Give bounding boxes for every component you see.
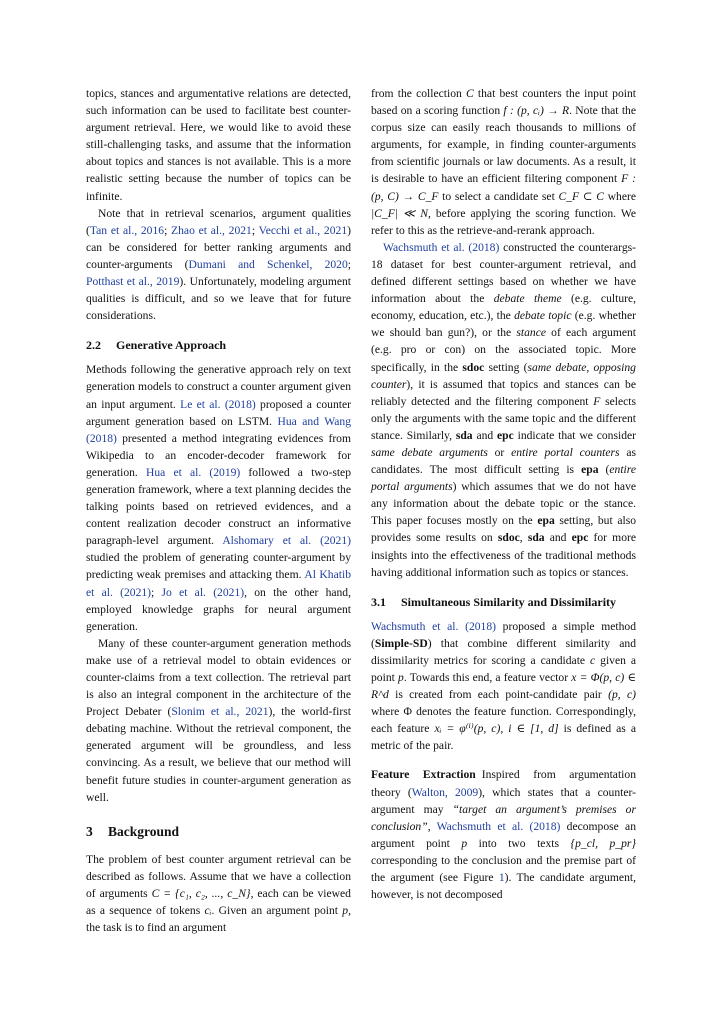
paragraph-retrieval-model	[86, 635, 351, 806]
text: or	[487, 445, 512, 459]
paragraph-generative	[86, 361, 351, 635]
text: corresponding to the conclusion and the premise part of the argument (see Figure	[371, 853, 636, 885]
section-number: 2.2	[86, 338, 101, 353]
math-expression: p	[342, 904, 349, 918]
figure-link[interactable]: 1	[498, 871, 505, 885]
citation-link[interactable]: Al Khatib et al. (2021)	[86, 568, 351, 599]
text: ). The candidate argument, however, is not decomposed	[371, 871, 636, 902]
citation-link[interactable]: Zhao et al., 2021	[171, 223, 252, 237]
text: . Towards this end, a feature vector	[403, 671, 572, 684]
citation-link[interactable]: Jo et al. (2021)	[161, 585, 245, 599]
text: ), which states that a counter-argument may	[371, 785, 636, 816]
italic-term: entire portal arguments	[371, 463, 636, 494]
section-number: 3	[86, 823, 93, 839]
citation-link[interactable]: Slonim et al., 2021	[171, 705, 269, 719]
citation-link[interactable]: Potthast et al., 2019	[86, 275, 180, 289]
text: Methods following the generative approach rely on text generation models to construct a counter argument given an input argument.	[86, 363, 351, 411]
text: Note that in retrieval scenarios, argument qualities (	[86, 206, 351, 237]
text: ), the world-first debating machine. Without the retrieval component, the generated argument will be groundless, and less convincing. As a result, we believe that our method will benefit future studies in counter-argument generation as well.	[86, 705, 352, 804]
italic-term: stance	[516, 326, 546, 340]
text: (	[598, 463, 610, 477]
text: decompose an argument point	[371, 819, 636, 850]
text: ), it is assumed that topics and stances can be reliably detected and the filtering component	[371, 377, 636, 408]
citation-link[interactable]: Alshomary et al. (2021)	[222, 534, 351, 548]
text: ;	[251, 223, 259, 237]
citation-link[interactable]: Le et al. (2018)	[180, 397, 256, 411]
math-expression: c	[590, 653, 596, 667]
text: selects only the arguments with the same topic and the different stance. Similarly,	[371, 394, 636, 442]
italic-term: debate topic	[514, 309, 572, 323]
math-expression: f : (p, cᵢ) → R	[503, 104, 570, 118]
text: Many of these counter-argument generation methods make use of a retrieval model to obtain evidences or counter-claims from a text collection. The retrieval part is also an integral component in the architecture of the Project Debater (	[86, 636, 351, 719]
text: . Given an argument point	[211, 904, 343, 918]
math-expression: p	[461, 836, 468, 850]
text: into two texts	[467, 836, 571, 850]
text: followed a two-step generation framework, where a text planning decides the talking points based on retrieved evidences, and a content realization decoder construct an informative paragraph-level argument.	[86, 465, 351, 548]
italic-term: same debate, opposing counter	[371, 360, 636, 391]
math-expression: F	[593, 394, 601, 408]
section-heading-2-2	[86, 337, 351, 353]
citation-link[interactable]: Hua et al. (2019)	[145, 465, 241, 479]
text: from the collection	[371, 87, 466, 100]
bold-term: sdoc	[462, 360, 485, 374]
section-number: 3.1	[371, 594, 386, 609]
citation-link[interactable]: Wachsmuth et al. (2018)	[383, 240, 500, 254]
citation-link[interactable]: Hua and Wang (2018)	[86, 414, 351, 445]
bold-term: sdoc	[497, 531, 520, 545]
italic-term: entire portal counters	[511, 445, 620, 459]
math-expression: |C_F| ≪ N	[371, 206, 428, 220]
citation-link[interactable]: Wachsmuth et al. (2018)	[371, 619, 496, 633]
text: as candidates. The most difficult setting is	[371, 445, 636, 477]
paragraph-argument-quality	[86, 205, 351, 325]
text: where Φ denotes the feature function. Correspondingly, each feature	[371, 705, 636, 736]
math-expression: x = Φ(p, c) ∈ R^d	[371, 671, 636, 702]
paragraph-heading: Feature Extraction	[371, 768, 476, 782]
bold-term: Simple-SD	[374, 636, 428, 650]
bold-term: epa	[581, 463, 599, 477]
paragraph-background	[86, 851, 351, 936]
text: ) can be considered for better ranking arguments and counter-arguments (	[86, 223, 351, 271]
text: , the task is to find an argument	[86, 904, 351, 935]
text: ;	[347, 257, 351, 271]
right-column	[371, 85, 636, 903]
bold-term: epc	[497, 428, 514, 442]
text: of each argument (e.g. pro or con) on the associated topic. More specifically, in the	[371, 326, 636, 374]
text: indicate that we consider	[513, 428, 636, 442]
paragraph-feature-extraction	[371, 766, 636, 903]
text: ;	[151, 585, 162, 599]
text: proposed a counter argument generation based on LSTM.	[86, 397, 351, 428]
math-expression: C = {c₁, c₂, ..., c_N}	[151, 886, 251, 900]
paragraph-counterargs-dataset	[371, 239, 636, 581]
italic-term: debate theme	[493, 292, 562, 306]
bold-term: sda	[455, 428, 473, 442]
math-expression: p	[398, 671, 404, 684]
citation-link[interactable]: Dumani and Schenkel, 2020	[188, 257, 348, 271]
text: for more insights into the effectiveness of the traditional methods having additional information such as topics or stances.	[371, 531, 637, 579]
math-expression: (p, c)	[608, 688, 637, 702]
citation-link[interactable]: Vecchi et al., 2021	[258, 223, 348, 237]
citation-link[interactable]: Tan et al., 2016	[89, 223, 165, 237]
text: ) which assumes that we do not have any information about the debate topic or the stance. This paper focuses mostly on the	[371, 480, 637, 528]
text: , on the other hand, employed knowledge graphs for neural argument generation.	[86, 585, 352, 633]
text: , before applying the scoring function. We refer to this as the retrieve-and-rerank approach.	[371, 206, 637, 237]
text: where	[603, 189, 636, 203]
section-title: Background	[108, 823, 180, 839]
text: ,	[519, 531, 528, 545]
citation-link[interactable]: Walton, 2009	[411, 785, 479, 799]
bold-term: epc	[571, 531, 589, 545]
text: and	[472, 428, 498, 442]
left-column	[86, 85, 351, 936]
text: ). Unfortunately, modeling argument qualities is difficult, and so we leave that for future considerations.	[86, 275, 351, 323]
text: , each can be viewed as a sequence of tokens	[86, 886, 351, 918]
text: that best counters the input point based on a scoring function	[371, 87, 637, 118]
bold-term: epa	[537, 514, 555, 528]
text: setting (	[484, 360, 528, 374]
text: The problem of best counter argument retrieval can be described as follows. Assume that we have a collection of arguments	[86, 852, 351, 900]
text: . Note that the corpus size can easily reach thousands to millions of arguments, for example, in finding counter-arguments from scientific journals or law documents. As a result, it is desirable to have an efficient filtering component	[371, 104, 636, 186]
text: (e.g. culture, economy, education, etc.), the	[371, 292, 637, 323]
text: ,	[427, 819, 437, 833]
text: is created from each point-candidate pair	[388, 688, 609, 702]
text: ) that combine different similarity and dissimilarity metrics for scoring a candidate	[371, 636, 636, 667]
text: studied the problem of generating counter-argument by predicting weak premises and attacking them.	[86, 551, 351, 582]
bold-term: sda	[527, 531, 545, 545]
text: is defined as a metric of the pair.	[371, 722, 636, 753]
section-heading-3	[86, 823, 351, 841]
text: constructed the counterargs-18 dataset for best counter-argument retrieval, and defined different settings based on whether we have information about the	[371, 240, 636, 306]
paragraph-collection	[371, 85, 636, 239]
text: setting, but also provides some results on	[371, 514, 637, 545]
math-expression: xᵢ = φ⁽ⁱ⁾(p, c), i ∈ [1, d]	[434, 722, 559, 736]
text: (e.g. whether we should ban gun?), or the	[371, 309, 636, 340]
text: proposed a simple method (	[371, 619, 637, 650]
section-title: Simultaneous Similarity and Dissimilarity	[401, 594, 617, 609]
section-heading-3-1	[371, 594, 636, 610]
text: given a point	[371, 653, 636, 684]
paragraph-topics	[86, 85, 351, 205]
text: ;	[164, 223, 172, 237]
text: to select a candidate set	[438, 189, 559, 203]
text: Inspired from argumentation theory (	[371, 768, 636, 799]
italic-term: same debate arguments	[371, 445, 488, 459]
italic-quote: “target an argument’s premises or conclusion”	[371, 802, 636, 833]
math-expression: C_F ⊂ C	[558, 189, 604, 203]
math-expression: {p_cl, p_pr}	[570, 836, 637, 850]
citation-link[interactable]: Wachsmuth et al. (2018)	[436, 819, 561, 833]
math-expression: C	[465, 87, 474, 100]
section-title: Generative Approach	[116, 338, 227, 353]
paragraph-simple-sd	[371, 618, 636, 755]
text: presented a method integrating evidences from Wikipedia to an encoder-decoder framework for generation.	[86, 431, 351, 479]
text: topics, stances and argumentative relations are detected, such information can be used to facilitate best counter-argument retrieval. Here, we would like to avoid these still-challenging tasks, and assume that the information about topics and stances is not available. This is a more realistic setting because the number of topics can be infinite.	[86, 87, 351, 203]
math-expression: cᵢ	[204, 904, 212, 918]
text: and	[544, 531, 572, 545]
math-expression: F : (p, C) → C_F	[371, 172, 636, 203]
